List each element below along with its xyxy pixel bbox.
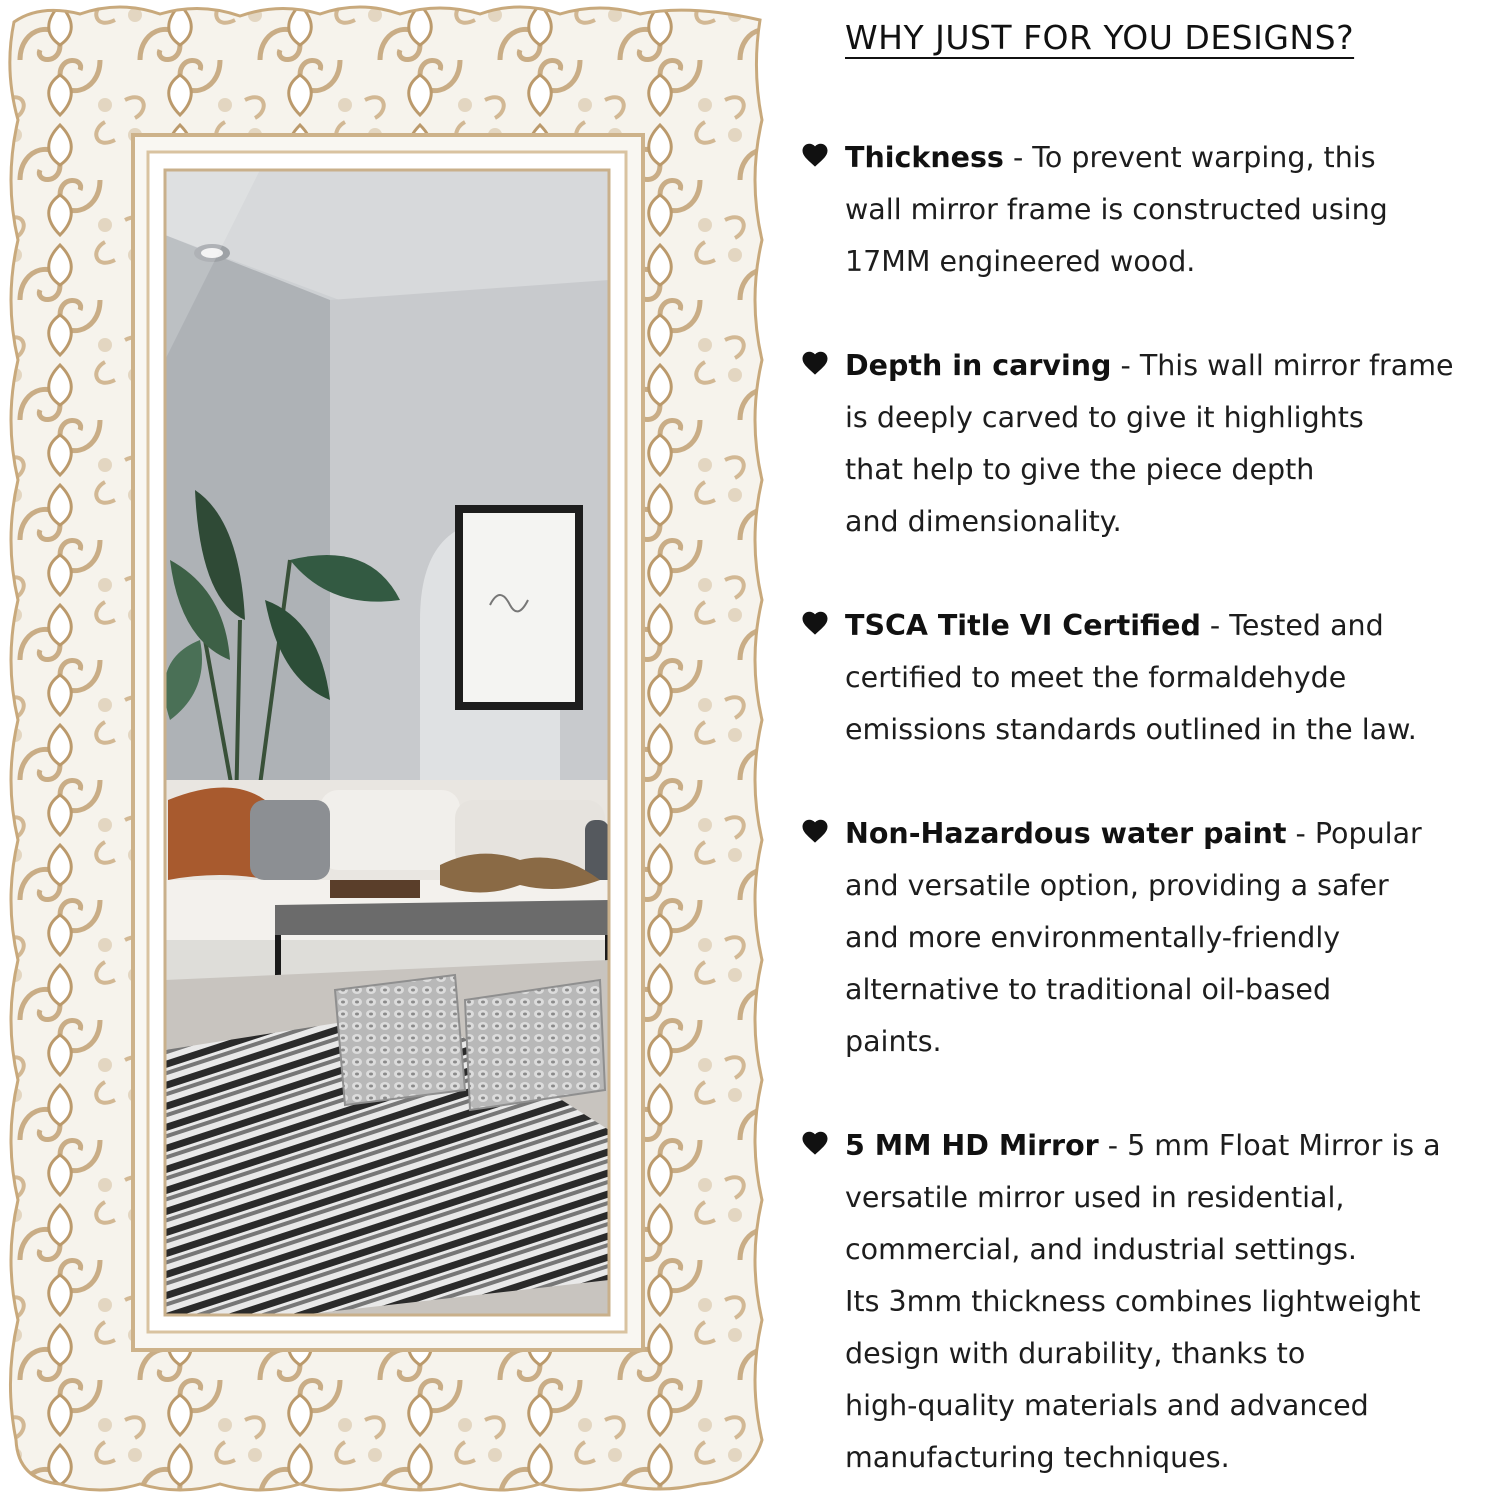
feature-line: manufacturing techniques. (845, 1441, 1230, 1474)
feature-line: certified to meet the formaldehyde (845, 661, 1347, 694)
feature-text (845, 1128, 1500, 1492)
feature-line: and versatile option, providing a safer (845, 869, 1389, 902)
feature-line: commercial, and industrial settings. (845, 1233, 1357, 1266)
feature-line: and more environmentally-friendly (845, 921, 1341, 954)
feature-description: - Tested and (1200, 609, 1384, 642)
feature-line: paints. (845, 1025, 942, 1058)
feature-line: is deeply carved to give it highlights (845, 401, 1364, 434)
section-heading: WHY JUST FOR YOU DESIGNS? (845, 18, 1355, 57)
feature-title: TSCA Title VI Certified (845, 609, 1201, 642)
feature-text (845, 140, 1500, 296)
feature-line (845, 140, 1500, 192)
feature-line: wall mirror frame is constructed using (845, 193, 1388, 226)
feature-line: design with durability, thanks to (845, 1337, 1306, 1370)
feature-description: - This wall mirror frame (1111, 349, 1454, 382)
feature-title: Thickness (845, 141, 1004, 174)
feature-title: Non-Hazardous water paint (845, 817, 1287, 850)
feature-line: versatile mirror used in residential, (845, 1181, 1345, 1214)
heart-icon (800, 608, 830, 638)
heart-icon (800, 816, 830, 846)
feature-line (845, 348, 1500, 400)
heart-icon (800, 1128, 830, 1158)
feature-line (845, 816, 1500, 868)
feature-line: 17MM engineered wood. (845, 245, 1196, 278)
features-panel (800, 0, 1500, 1500)
feature-description: - To prevent warping, this (1003, 141, 1376, 174)
feature-text (845, 816, 1500, 1076)
heart-icon (800, 140, 830, 170)
heart-icon (800, 348, 830, 378)
feature-title: 5 MM HD Mirror (845, 1129, 1099, 1162)
feature-text (845, 608, 1500, 764)
feature-line (845, 1128, 1500, 1180)
feature-line (845, 608, 1500, 660)
feature-description: - 5 mm Float Mirror is a (1098, 1129, 1441, 1162)
feature-line: and dimensionality. (845, 505, 1122, 538)
feature-line: emissions standards outlined in the law. (845, 713, 1417, 746)
feature-title: Depth in carving (845, 349, 1112, 382)
feature-line: that help to give the piece depth (845, 453, 1315, 486)
feature-text (845, 348, 1500, 556)
feature-line: Its 3mm thickness combines lightweight (845, 1285, 1421, 1318)
feature-line: alternative to traditional oil-based (845, 973, 1332, 1006)
feature-line: high-quality materials and advanced (845, 1389, 1369, 1422)
feature-description: - Popular (1286, 817, 1422, 850)
